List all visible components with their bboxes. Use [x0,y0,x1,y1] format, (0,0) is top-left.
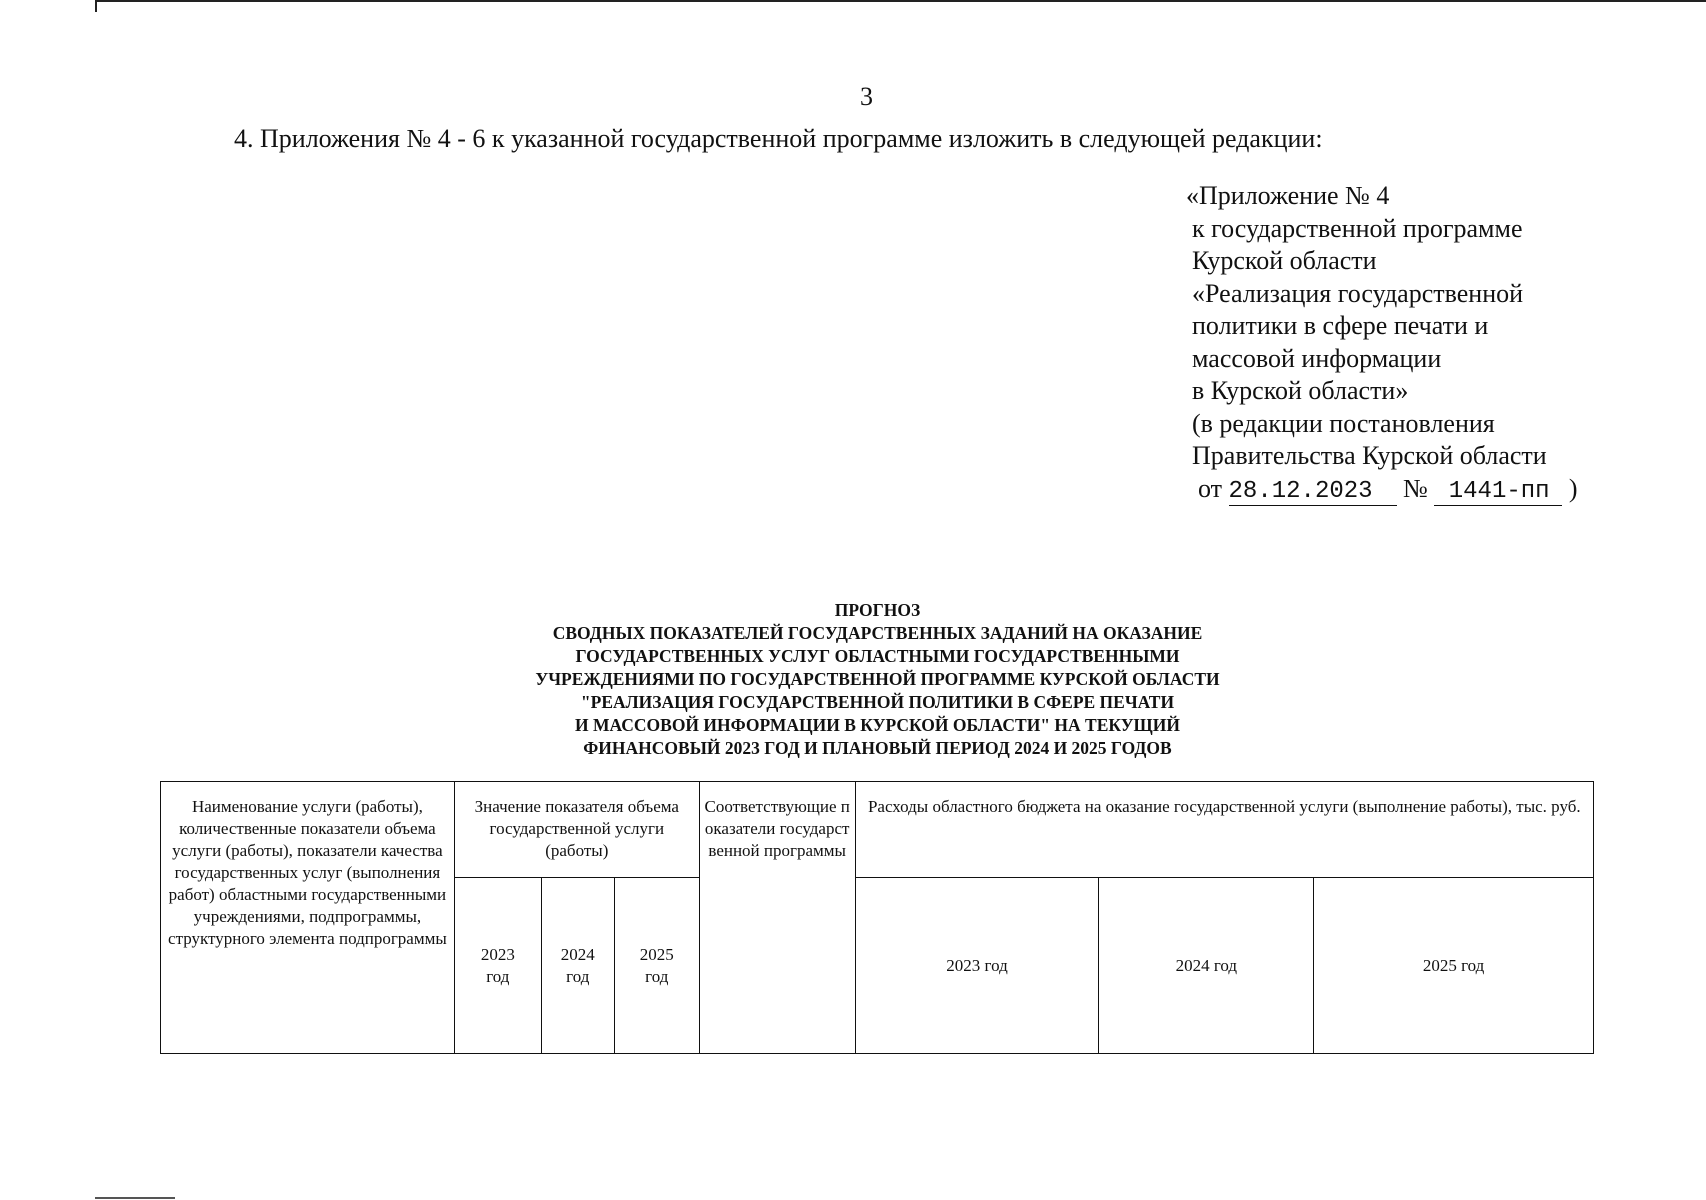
title-line: СВОДНЫХ ПОКАЗАТЕЛЕЙ ГОСУДАРСТВЕННЫХ ЗАДАНИЙ НА ОКАЗАНИЕ [552,623,1203,643]
page-number: 3 [860,82,873,111]
expense-year-2024: 2024 год [1099,878,1314,1054]
appendix-line: Правительства Курской области [1192,441,1547,470]
title-line: ПРОГНОЗ [834,600,921,620]
expense-year-2023: 2023 год [855,878,1099,1054]
service-name-header: Наименование услуги (работы), количественные показатели объема услуги (работы), показатели качества государственных услуг (выполнения работ) областными государственными учреждениями, подпрограммы, структурного элемента подпрограммы [161,782,455,1054]
bottom-edge-mark [95,1197,175,1199]
volume-year-2024: 2024 год [541,878,614,1054]
appendix-line: (в редакции постановления [1192,408,1495,438]
appendix-line: к государственной программе [1192,213,1523,243]
appendix-header [1186,180,1578,506]
left-edge-line [95,0,97,12]
budget-expenses-header: Расходы областного бюджета на оказание государственной услуги (выполнение работы), тыс. руб. [855,782,1593,878]
title-line: ФИНАНСОВЫЙ 2023 ГОД И ПЛАНОВЫЙ ПЕРИОД 2024 И 2025 ГОДОВ [583,738,1172,758]
appendix-line: политики в сфере печати и [1192,311,1489,340]
volume-year-2025: 2025 год [614,878,699,1054]
intro-paragraph: 4. Приложения № 4 - 6 к указанной государственной программе изложить в следующей редакции: [234,124,1323,153]
title-line: ГОСУДАРСТВЕННЫХ УСЛУГ ОБЛАСТНЫМИ ГОСУДАРСТВЕННЫМИ [575,646,1180,666]
number-prefix: № [1403,473,1428,503]
appendix-line: «Приложение № 4 [1186,181,1390,210]
program-indicators-header: Соответствующие показатели государственной программы [699,782,855,1054]
document-title [440,599,1315,760]
decree-reference-line [1186,473,1578,506]
date-prefix: от [1198,473,1223,503]
appendix-line: «Реализация государственной [1192,278,1524,308]
decree-date-value: 28.12.2023 [1228,477,1373,505]
closing-paren: ) [1568,473,1578,503]
decree-number [1434,479,1562,506]
volume-year-2023: 2023 год [454,878,541,1054]
appendix-line: Курской области [1192,246,1377,275]
decree-number-value: 1441-пп [1448,477,1550,505]
appendix-line: массовой информации [1192,343,1442,373]
forecast-table [160,781,1594,1054]
title-line: И МАССОВОЙ ИНФОРМАЦИИ В КУРСКОЙ ОБЛАСТИ" НА ТЕКУЩИЙ [574,715,1180,735]
title-line: УЧРЕЖДЕНИЯМИ ПО ГОСУДАРСТВЕННОЙ ПРОГРАММЕ КУРСКОЙ ОБЛАСТИ [535,669,1220,689]
volume-indicator-header: Значение показателя объема государственной услуги (работы) [454,782,699,878]
title-line: "РЕАЛИЗАЦИЯ ГОСУДАРСТВЕННОЙ ПОЛИТИКИ В СФЕРЕ ПЕЧАТИ [580,692,1175,712]
top-edge-line [95,0,1706,2]
decree-date [1229,479,1397,506]
appendix-line: в Курской области» [1192,376,1409,405]
expense-year-2025: 2025 год [1314,878,1594,1054]
